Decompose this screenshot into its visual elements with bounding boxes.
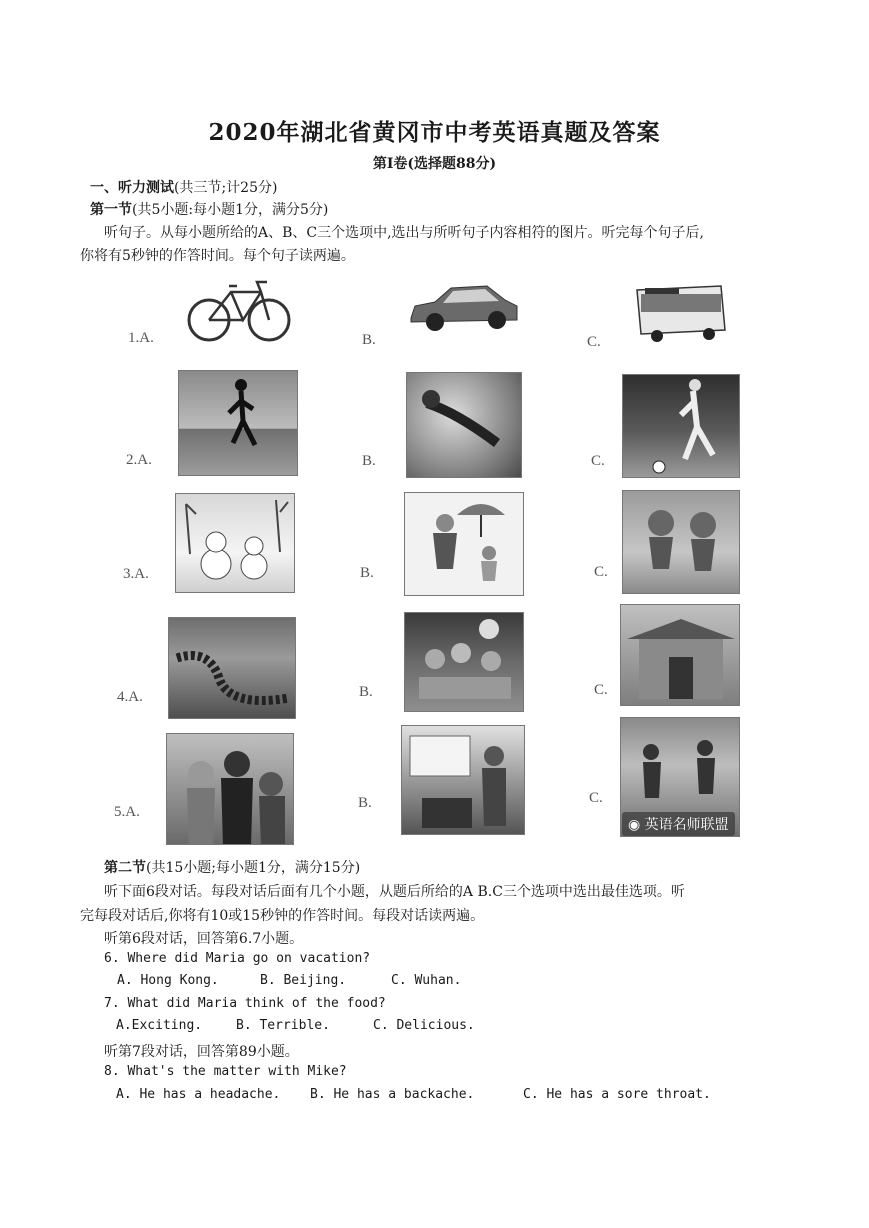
row2-label-a: 2.A. [126,452,152,468]
q6-option-b: B. Beijing. [260,973,347,988]
runner-photo [178,370,298,476]
q6-option-c: C. Wuhan. [391,973,462,988]
row1-label-c: C. [587,334,601,350]
dialog7-intro: 听第7段对话，回答第89小题。 [104,1044,299,1060]
car-icon [405,276,521,338]
row3-label-c: C. [594,564,608,580]
question-7: 7. What did Maria think of the food? [104,996,386,1011]
section2-heading-line [104,857,360,877]
watermark [622,812,735,836]
part1-heading-note: (共三节;计25分) [174,180,278,196]
family-dinner-photo [404,612,524,712]
q6-option-a: A. Hong Kong. [117,973,219,988]
row3-label-a: 3.A. [123,566,149,582]
part1-heading: 一、听力测试 [90,180,174,196]
row1-label-a: 1.A. [128,330,154,346]
section2-note: (共15小题;每小题1分，满分15分) [146,860,361,876]
q7-option-b: B. Terrible. [236,1018,330,1033]
soccer-photo [622,374,740,478]
dialog6-intro: 听第6段对话，回答第6.7小题。 [104,931,304,947]
question-6: 6. Where did Maria go on vacation? [104,951,371,966]
q8-option-a: A. He has a headache. [116,1087,281,1102]
row5-label-a: 5.A. [114,804,140,820]
q8-option-b: B. He has a backache. [310,1087,475,1102]
row2-label-b: B. [362,453,376,469]
swimmer-photo [406,372,522,478]
wechat-icon: ◉ [628,817,645,833]
section1-heading: 第一节 [90,202,132,218]
row4-label-b: B. [359,684,373,700]
section2-instruction-line1: 听下面6段对话。每段对话后面有几个小题，从题后所给的A B.C三个选项中选出最佳选项。听 [104,884,685,900]
q7-option-a: A.Exciting. [116,1018,203,1033]
people-photo [166,733,294,845]
room-photo [401,725,525,835]
row4-label-a: 4.A. [117,689,143,705]
section1-note: (共5小题:每小题1分，满分5分) [132,202,329,218]
row4-label-c: C. [594,682,608,698]
watermark-text: 英语名师联盟 [644,817,729,833]
section1-instruction-line2: 你将有5秒钟的作答时间。每个句子读两遍。 [80,248,355,264]
bus-icon [633,280,731,344]
row2-label-c: C. [591,453,605,469]
q7-option-c: C. Delicious. [373,1018,475,1033]
row3-label-b: B. [360,565,374,581]
q8-option-c: C. He has a sore throat. [523,1087,711,1102]
page-title: 2020年湖北省黄冈市中考英语真题及答案 [208,119,661,146]
snowman-picture [175,493,295,593]
part1-heading-line [90,177,277,197]
old-house-photo [620,604,740,706]
question-8: 8. What's the matter with Mike? [104,1064,347,1079]
umbrella-picture [404,492,524,596]
row1-label-b: B. [362,332,376,348]
section2-instruction-line2: 完每段对话后,你将有10或15秒钟的作答时间。每段对话读两遍。 [80,908,485,924]
bicycle-icon [185,276,293,344]
section1-instruction-line1: 听句子。从每小题所给的A、B、C三个选项中,选出与所听句子内容相符的图片。听完每个句子后, [104,225,705,241]
row5-label-b: B. [358,795,372,811]
section1-heading-line [90,199,328,219]
kids-picture [622,490,740,594]
page-subtitle: 第Ⅰ卷(选择题88分) [372,156,497,172]
great-wall-photo [168,617,296,719]
section2-heading: 第二节 [104,860,146,876]
row5-label-c: C. [589,790,603,806]
